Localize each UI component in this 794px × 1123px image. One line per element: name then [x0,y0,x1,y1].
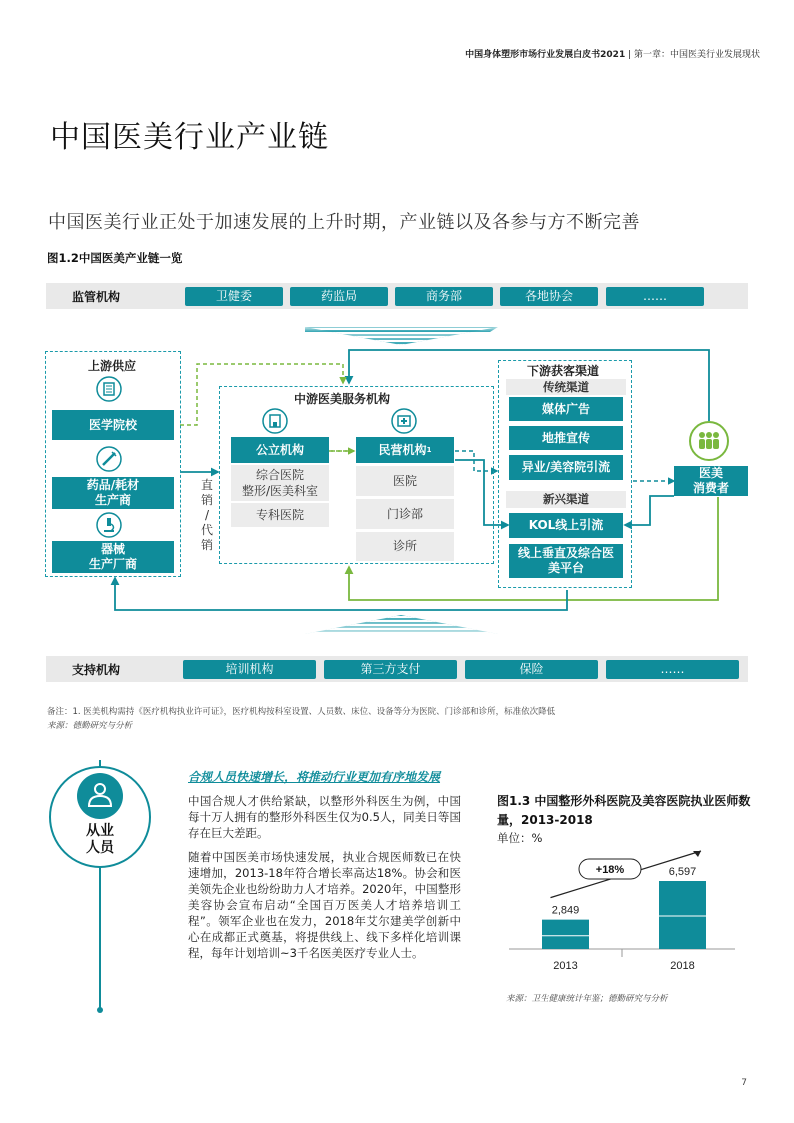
emerging-channel-label: 新兴渠道 [506,491,626,508]
source-note: 来源：德勤研究与分析 [47,721,133,731]
supervision-label: 监管机构 [72,290,121,304]
supervisor-item: …… [606,287,704,306]
building-icon [96,376,122,402]
growth-label: +18% [595,864,625,876]
tick-label: 2013 [553,960,578,972]
private-item: 医院 [356,466,454,496]
support-item: 培训机构 [183,660,316,679]
support-item: 第三方支付 [324,660,457,679]
private-item: 门诊部 [356,499,454,529]
channel-item: 地推宣传 [509,426,623,450]
footnote: 备注：1. 医美机构需持《医疗机构执业许可证》，医疗机构按科室设置、人员数、床位、设备等分为医院、门诊部和诊所，标准依次降低 [47,707,556,717]
page-title: 中国医美行业产业链 [50,120,329,155]
traditional-channel-label: 传统渠道 [506,379,626,395]
section-heading: 合规人员快速增长，将推动行业更加有序地发展 [188,770,441,784]
public-institution-header: 公立机构 [231,437,329,463]
bar-chart [497,845,747,980]
support-band [46,656,748,682]
supervisor-item: 商务部 [395,287,493,306]
tick-label: 2018 [670,960,695,972]
channel-item: 异业/美容院引流 [509,455,623,480]
practitioner-label: 从业 人员 [86,823,114,856]
private-item: 诊所 [356,532,454,561]
chart-source: 来源：卫生健康统计年鉴；德勤研究与分析 [506,994,668,1004]
supervisor-item: 各地协会 [500,287,598,306]
support-label: 支持机构 [72,663,121,677]
private-institution-header [356,437,454,463]
support-item: …… [606,660,739,679]
upstream-item-devices: 器械 生产厂商 [52,541,174,573]
upstream-title: 上游供应 [88,359,137,373]
private-institution-label: 民营机构 [378,442,427,457]
channel-item: KOL线上引流 [509,513,623,538]
data-label: 6,597 [668,866,697,878]
supervisor-item: 卫健委 [185,287,283,306]
consumer-box: 医美 消费者 [674,466,748,496]
data-label: 2,849 [551,904,580,917]
microscope-icon [96,512,122,538]
report-name: 中国身体塑形市场行业发展白皮书2021 [465,50,626,60]
medical-cross-icon [391,408,417,434]
public-item: 综合医院 整形/医美科室 [231,465,329,501]
paragraph: 中国合规人才供给紧缺，以整形外科医生为例，中国每十万人拥有的整形外科医生仅为0.5人，同美日等国存在巨大差距。 [188,794,461,840]
up-chevron-arrow [305,615,498,634]
group-people-icon [689,421,729,461]
chart-unit: 单位：% [497,831,543,845]
chart-title: 图1.3 中国整形外科医院及美容医院执业医师数量，2013-2018 [497,794,751,827]
upstream-item-drugs: 药品/耗材 生产商 [52,477,174,509]
channel-item: 媒体广告 [509,397,623,421]
page-number: 7 [741,1078,747,1088]
upstream-item-medical-school: 医学院校 [52,410,174,440]
midstream-title: 中游医美服务机构 [294,392,391,406]
direct-sales-label: 直 销 / 代 销 [200,478,213,552]
downstream-title: 下游获客渠道 [527,364,600,378]
growth-arrow-head [693,851,701,857]
public-item: 专科医院 [231,503,329,527]
support-item: 保险 [465,660,598,679]
bar [659,881,706,949]
chapter-name: 第一章：中国医美行业发展现状 [633,50,760,60]
supervisor-item: 药监局 [290,287,388,306]
channel-item: 线上垂直及综合医 美平台 [509,544,623,578]
paragraph: 随着中国医美市场快速发展，执业合规医师数已在快速增加，2013-18年符合增长率高达18%。协会和医美领先企业也纷纷助力人才培养。2020年，中国整形美容协会宣布启动“全国百万医美人才培养培训工程”。领军企业也在发力，2018年艾尔建美学创新中心在成都正式奠基，将提供线上、线下多样化培训课程，每年计划培训~3千名医美医疗专业人士。 [188,850,461,960]
figure-title: 图1.2中国医美产业链一览 [47,251,183,265]
bar [542,920,589,949]
down-chevron-arrow [305,327,498,345]
syringe-icon [96,446,122,472]
header-separator: | [625,50,634,60]
footnote-marker: 1 [426,445,432,454]
hospital-building-icon [262,408,288,434]
page-subtitle: 中国医美行业正处于加速发展的上升时期，产业链以及各参与方不断完善 [48,212,640,233]
